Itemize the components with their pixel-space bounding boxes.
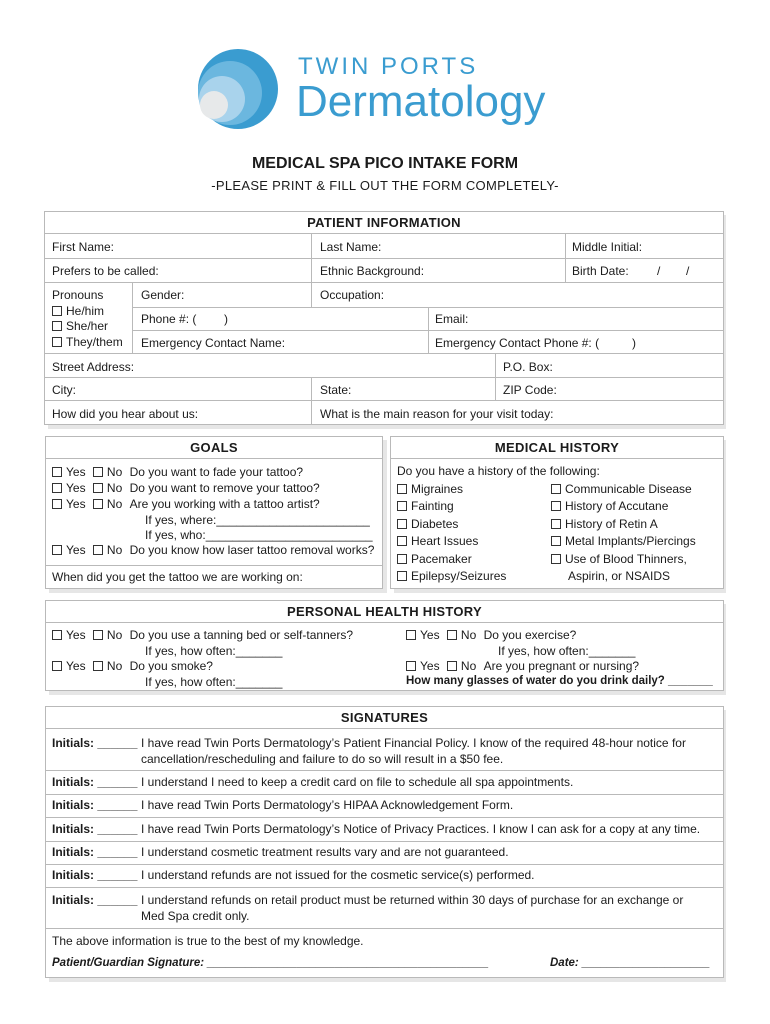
brand-line1: TWIN PORTS	[298, 53, 479, 80]
yes-checkbox[interactable]: Yes	[52, 543, 86, 557]
hear-field[interactable]: How did you hear about us:	[52, 407, 199, 421]
initials-field[interactable]: Initials: ______	[52, 736, 138, 750]
sig-item-6: I understand refunds are not issued for the cosmetic service(s) performed.	[141, 868, 535, 882]
goals-q3-row	[52, 497, 320, 511]
goals-who-field[interactable]: If yes, who:_________________________	[145, 528, 373, 542]
history-retin-checkbox[interactable]: History of Retin A	[551, 517, 658, 531]
history-migraines-checkbox[interactable]: Migraines	[397, 482, 463, 496]
personal-q3-text: Do you exercise?	[483, 628, 577, 642]
history-thinners-checkbox[interactable]: Use of Blood Thinners,	[551, 552, 687, 566]
history-epilepsy-checkbox[interactable]: Epilepsy/Seizures	[397, 569, 506, 583]
goals-where-field[interactable]: If yes, where:_______________________	[145, 513, 370, 527]
patient-information-section	[44, 211, 724, 425]
medical-history-heading: MEDICAL HISTORY	[391, 437, 723, 459]
personal-q1-text: Do you use a tanning bed or self-tanners?	[129, 628, 354, 642]
no-checkbox[interactable]: No	[447, 628, 476, 642]
patient-signature-field[interactable]: Patient/Guardian Signature: ____________________________________________	[52, 957, 489, 969]
zip-field[interactable]: ZIP Code:	[503, 383, 557, 397]
sig-item-1-cont: cancellation/rescheduling and failure to do so will result in a $50 fee.	[141, 752, 504, 766]
initials-field[interactable]: Initials: ______	[52, 893, 138, 907]
no-checkbox[interactable]: No	[447, 659, 476, 673]
sig-item-5: I understand cosmetic treatment results vary and are not guaranteed.	[141, 845, 509, 859]
history-diabetes-checkbox[interactable]: Diabetes	[397, 517, 458, 531]
yes-checkbox[interactable]: Yes	[406, 628, 440, 642]
sig-item-3: I have read Twin Ports Dermatology’s HIPAA Acknowledgement Form.	[141, 798, 514, 812]
goals-section	[45, 436, 383, 589]
sig-item-1: I have read Twin Ports Dermatology’s Patient Financial Policy. I know of the required 48-hour notice for	[141, 736, 686, 750]
initials-field[interactable]: Initials: ______	[52, 798, 138, 812]
brand-line2: Dermatology	[296, 77, 546, 126]
pronoun-he-checkbox[interactable]: He/him	[52, 304, 104, 318]
prefers-field[interactable]: Prefers to be called:	[52, 264, 159, 278]
yes-checkbox[interactable]: Yes	[52, 628, 86, 642]
checkbox-icon	[52, 337, 62, 347]
history-accutane-checkbox[interactable]: History of Accutane	[551, 499, 668, 513]
logo-circle-icon	[196, 47, 280, 131]
emergency-phone-paren: )	[632, 336, 636, 350]
gender-field[interactable]: Gender:	[141, 288, 185, 302]
personal-health-heading: PERSONAL HEALTH HISTORY	[46, 601, 723, 623]
birth-date-slash-2: /	[686, 264, 690, 278]
pronoun-they-checkbox[interactable]: They/them	[52, 335, 123, 349]
goals-q4-text: Do you know how laser tattoo removal works?	[129, 543, 375, 557]
true-statement: The above information is true to the best of my knowledge.	[52, 934, 364, 948]
yes-checkbox[interactable]: Yes	[52, 497, 86, 511]
occupation-field[interactable]: Occupation:	[320, 288, 385, 302]
water-field[interactable]: How many glasses of water do you drink daily? _______	[406, 675, 713, 687]
phone-paren: )	[224, 312, 228, 326]
pronouns-label: Pronouns	[52, 288, 104, 302]
personal-q2-text: Do you smoke?	[129, 659, 213, 673]
personal-q1-row	[52, 628, 353, 642]
personal-q1-often[interactable]: If yes, how often:_______	[145, 644, 283, 658]
middle-initial-field[interactable]: Middle Initial:	[572, 240, 643, 254]
personal-q2-row	[52, 659, 213, 673]
checkbox-icon	[52, 321, 62, 331]
ethnic-field[interactable]: Ethnic Background:	[320, 264, 425, 278]
reason-field[interactable]: What is the main reason for your visit today:	[320, 407, 554, 421]
email-field[interactable]: Email:	[435, 312, 469, 326]
state-field[interactable]: State:	[320, 383, 352, 397]
history-implants-checkbox[interactable]: Metal Implants/Piercings	[551, 534, 696, 548]
logo	[196, 47, 576, 133]
personal-q4-row	[406, 659, 639, 673]
goals-q2-text: Do you want to remove your tattoo?	[129, 481, 320, 495]
birth-date-field[interactable]: Birth Date:	[572, 264, 629, 278]
goals-q4-row	[52, 543, 374, 557]
pronoun-she-checkbox[interactable]: She/her	[52, 319, 108, 333]
history-intro: Do you have a history of the following:	[397, 464, 600, 478]
first-name-field[interactable]: First Name:	[52, 240, 115, 254]
personal-health-section	[45, 600, 724, 691]
goals-when-field[interactable]: When did you get the tattoo we are working on:	[52, 570, 303, 584]
birth-date-slash-1: /	[657, 264, 661, 278]
history-thinners-cont: Aspirin, or NSAIDS	[568, 569, 671, 583]
date-field[interactable]: Date: ____________________	[550, 957, 710, 969]
yes-checkbox[interactable]: Yes	[52, 659, 86, 673]
initials-field[interactable]: Initials: ______	[52, 775, 138, 789]
patient-information-heading: PATIENT INFORMATION	[45, 212, 723, 234]
no-checkbox[interactable]: No	[93, 543, 122, 557]
no-checkbox[interactable]: No	[93, 481, 122, 495]
history-fainting-checkbox[interactable]: Fainting	[397, 499, 454, 513]
signatures-heading: SIGNATURES	[46, 707, 723, 729]
sig-item-4: I have read Twin Ports Dermatology’s Notice of Privacy Practices. I know I can ask for a copy at any time.	[141, 822, 701, 836]
form-subtitle: -PLEASE PRINT & FILL OUT THE FORM COMPLETELY-	[211, 178, 559, 193]
goals-q2-row	[52, 481, 320, 495]
personal-q3-row	[406, 628, 576, 642]
initials-field[interactable]: Initials: ______	[52, 868, 138, 882]
history-communicable-checkbox[interactable]: Communicable Disease	[551, 482, 692, 496]
goals-q3-text: Are you working with a tattoo artist?	[129, 497, 320, 511]
emergency-phone-field[interactable]: Emergency Contact Phone #: (	[435, 336, 600, 350]
street-field[interactable]: Street Address:	[52, 360, 135, 374]
initials-field[interactable]: Initials: ______	[52, 845, 138, 859]
form-title: MEDICAL SPA PICO INTAKE FORM	[251, 155, 519, 172]
checkbox-icon	[52, 306, 62, 316]
no-checkbox[interactable]: No	[93, 497, 122, 511]
phone-field[interactable]: Phone #: (	[141, 312, 197, 326]
yes-checkbox[interactable]: Yes	[52, 481, 86, 495]
sig-item-7: I understand refunds on retail product must be returned within 30 days of purchase for an exchange or	[141, 893, 684, 907]
personal-q4-text: Are you pregnant or nursing?	[483, 659, 640, 673]
personal-q3-often[interactable]: If yes, how often:_______	[498, 644, 636, 658]
po-box-field[interactable]: P.O. Box:	[503, 360, 553, 374]
yes-checkbox[interactable]: Yes	[406, 659, 440, 673]
city-field[interactable]: City:	[52, 383, 76, 397]
goals-q1-text: Do you want to fade your tattoo?	[129, 465, 304, 479]
sig-item-7-cont: Med Spa credit only.	[141, 909, 250, 923]
sig-item-2: I understand I need to keep a credit card on file to schedule all spa appointments.	[141, 775, 574, 789]
goals-heading: GOALS	[46, 437, 382, 459]
no-checkbox[interactable]: No	[93, 465, 122, 479]
history-pacemaker-checkbox[interactable]: Pacemaker	[397, 552, 472, 566]
medical-history-section	[390, 436, 724, 589]
emergency-name-field[interactable]: Emergency Contact Name:	[141, 336, 286, 350]
signatures-section	[45, 706, 724, 978]
yes-checkbox[interactable]: Yes	[52, 465, 86, 479]
personal-q2-often[interactable]: If yes, how often:_______	[145, 675, 283, 689]
no-checkbox[interactable]: No	[93, 628, 122, 642]
initials-field[interactable]: Initials: ______	[52, 822, 138, 836]
no-checkbox[interactable]: No	[93, 659, 122, 673]
history-heart-checkbox[interactable]: Heart Issues	[397, 534, 478, 548]
last-name-field[interactable]: Last Name:	[320, 240, 382, 254]
goals-q1-row	[52, 465, 303, 479]
